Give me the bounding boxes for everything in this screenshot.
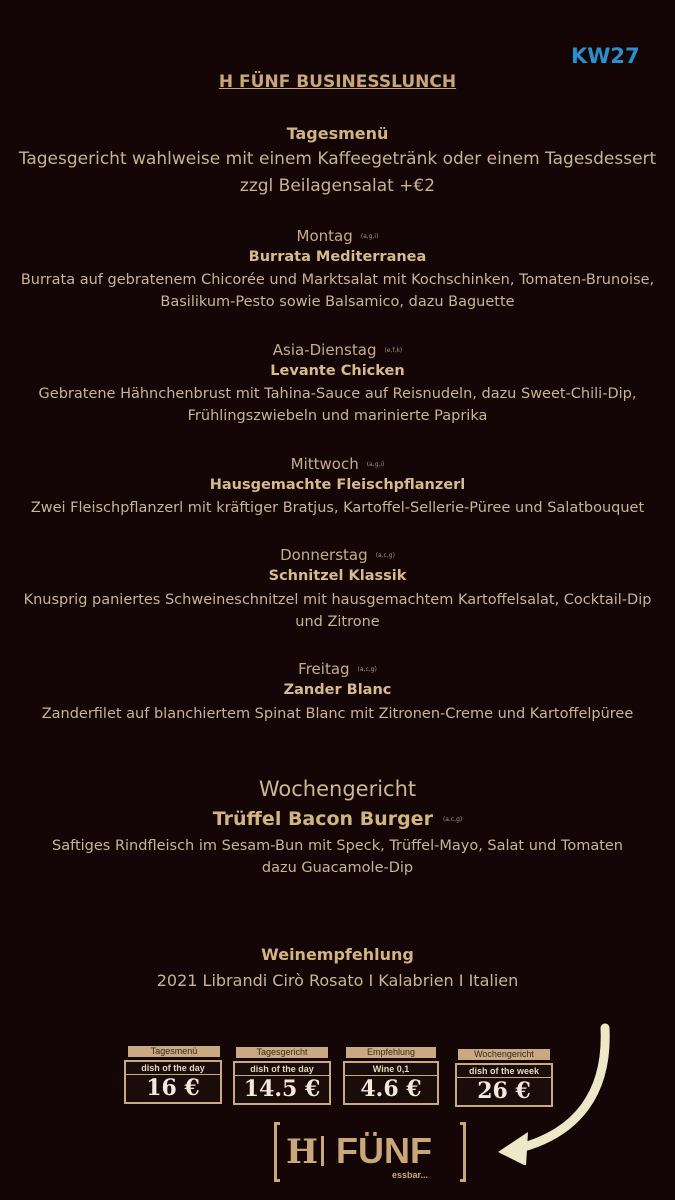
day-wednesday <box>0 455 675 473</box>
day-name: Donnerstag <box>280 546 368 564</box>
wine-heading: Weinempfehlung <box>261 945 414 964</box>
price-card-tagesgericht <box>236 1047 328 1105</box>
price-value: 14.5 € <box>243 1076 321 1102</box>
dish-wednesday: Hausgemachte Fleischpflanzerl <box>209 477 466 493</box>
price-tag: Empfehlung <box>346 1047 436 1058</box>
logo-bracket-left <box>274 1122 280 1182</box>
price-tag: Wochengericht <box>458 1049 550 1060</box>
dish-tuesday: Levante Chicken <box>270 363 405 379</box>
daily-menu-line2: zzgl Beilagensalat +€2 <box>239 176 436 196</box>
desc-line: Zanderfilet auf blanchiertem Spinat Blanc mit Zitronen-Creme und Kartoffelpüree <box>41 706 634 722</box>
price-value: 16 € <box>146 1075 200 1101</box>
price-tag: Tagesmenü <box>128 1046 220 1057</box>
price-card-tagesmenu <box>128 1046 220 1104</box>
desc-line: Basilikum-Pesto sowie Balsamico, dazu Baguette <box>160 294 515 310</box>
price-label: dish of the day <box>235 1063 329 1076</box>
dish-thursday: Schnitzel Klassik <box>268 568 407 584</box>
desc-line: Burrata auf gebratenem Chicorée und Marktsalat mit Kochschinken, Tomaten-Brunoise, <box>20 272 655 288</box>
price-card-body <box>233 1061 331 1105</box>
allergens: (a,c,g) <box>442 816 463 823</box>
dish-monday: Burrata Mediterranea <box>248 249 427 265</box>
desc-thursday <box>0 589 675 633</box>
allergens: (a,g,i) <box>360 233 379 240</box>
logo <box>274 1122 466 1184</box>
desc-wednesday <box>0 497 675 519</box>
day-name: Mittwoch <box>290 455 359 473</box>
desc-line: Frühlingszwiebeln und marinierte Paprika <box>187 408 488 424</box>
weekly-desc <box>0 835 675 879</box>
price-card-wine <box>346 1047 436 1105</box>
day-tuesday <box>0 341 675 359</box>
desc-line: Gebratene Hähnchenbrust mit Tahina-Sauce auf Reisnudeln, dazu Sweet-Chili-Dip, <box>38 386 637 402</box>
logo-divider <box>321 1136 324 1166</box>
desc-line: und Zitrone <box>295 614 380 630</box>
daily-menu-heading: Tagesmenü <box>286 124 389 143</box>
price-value: 4.6 € <box>360 1076 422 1102</box>
page-title: H FÜNF BUSINESSLUNCH <box>218 72 457 92</box>
price-tag: Tagesgericht <box>236 1047 328 1058</box>
allergens: (a,c,g) <box>357 666 377 673</box>
allergens: (a,c,g) <box>375 552 395 559</box>
price-value: 26 € <box>477 1078 531 1104</box>
day-monday <box>0 227 675 245</box>
dish-friday: Zander Blanc <box>283 682 392 698</box>
day-thursday <box>0 546 675 564</box>
daily-menu-line1: Tagesgericht wahlweise mit einem Kaffeegetränk oder einem Tagesdessert <box>18 149 657 169</box>
price-card-body <box>124 1060 222 1104</box>
weekly-heading: Wochengericht <box>258 777 417 801</box>
day-name: Asia-Dienstag <box>272 341 377 359</box>
desc-line: Saftiges Rindfleisch im Sesam-Bun mit Speck, Trüffel-Mayo, Salat und Tomaten <box>52 838 623 854</box>
price-label: Wine 0,1 <box>345 1063 437 1076</box>
desc-line: Zwei Fleischpflanzerl mit kräftiger Bratjus, Kartoffel-Sellerie-Püree und Salatbouquet <box>30 500 645 516</box>
price-card-body <box>343 1061 439 1105</box>
logo-bracket-right <box>460 1122 466 1182</box>
day-friday <box>0 660 675 678</box>
desc-monday <box>0 269 675 313</box>
week-label: KW27 <box>571 44 640 68</box>
logo-sub: essbar... <box>392 1170 429 1180</box>
desc-line: dazu Guacamole-Dip <box>261 860 414 876</box>
desc-line: Knusprig paniertes Schweineschnitzel mit hausgemachtem Kartoffelsalat, Cocktail-Dip <box>23 592 652 608</box>
logo-name: FÜNF <box>336 1130 432 1171</box>
curved-arrow-icon <box>490 1020 630 1165</box>
logo-letter: H <box>286 1132 319 1172</box>
price-label: dish of the week <box>457 1065 551 1078</box>
wine-text: 2021 Librandi Cirò Rosato I Kalabrien I Italien <box>156 971 519 990</box>
allergens: (e,f,k) <box>384 347 403 354</box>
weekly-dish-name: Trüffel Bacon Burger <box>212 808 433 830</box>
weekly-dish <box>0 808 675 830</box>
desc-tuesday <box>0 383 675 427</box>
allergens: (a,g,i) <box>366 461 385 468</box>
price-label: dish of the day <box>126 1062 220 1075</box>
day-name: Freitag <box>298 660 350 678</box>
day-name: Montag <box>296 227 353 245</box>
desc-friday <box>0 703 675 725</box>
